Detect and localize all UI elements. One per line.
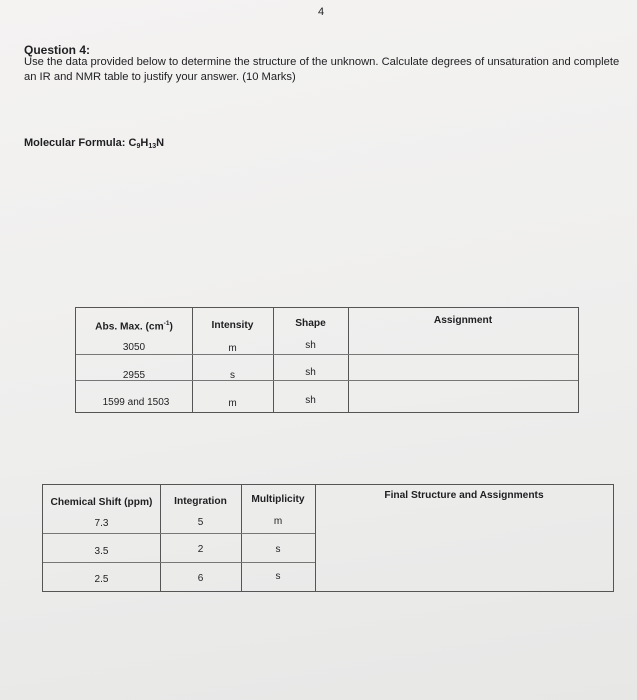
ir-row3-shape: sh bbox=[305, 395, 316, 406]
ir-row2-intensity: s bbox=[230, 370, 235, 381]
page-number: 4 bbox=[318, 6, 325, 18]
formula-element-n: N bbox=[156, 137, 165, 149]
nmr-row3-integration: 6 bbox=[197, 573, 204, 584]
molecular-formula bbox=[24, 137, 164, 150]
nmr-row3-multiplicity: s bbox=[275, 571, 281, 582]
ir-row2-abs: 2955 bbox=[122, 370, 146, 381]
nmr-row1-integration: 5 bbox=[197, 517, 204, 528]
ir-table bbox=[75, 307, 579, 413]
ir-header-abs-max-pre: Abs. Max. (cm bbox=[95, 321, 164, 333]
formula-element-h: H bbox=[140, 137, 149, 149]
ir-row2-shape: sh bbox=[305, 367, 316, 378]
ir-header-assignment: Assignment bbox=[433, 315, 493, 326]
nmr-header-integration: Integration bbox=[174, 496, 227, 507]
nmr-row3-shift: 2.5 bbox=[94, 574, 109, 585]
nmr-row2-multiplicity: s bbox=[275, 544, 281, 555]
nmr-header-shift: Chemical Shift (ppm) bbox=[50, 497, 153, 508]
question-title: Question 4: bbox=[24, 43, 91, 57]
ir-header-shape: Shape bbox=[295, 318, 326, 329]
nmr-row2-integration: 2 bbox=[197, 544, 204, 555]
nmr-header-multiplicity: Multiplicity bbox=[251, 494, 305, 505]
nmr-row1-multiplicity: m bbox=[273, 516, 283, 527]
nmr-header-final: Final Structure and Assignments bbox=[384, 490, 544, 501]
ir-header-abs-max-sup: -1 bbox=[163, 320, 170, 327]
formula-c-count: 9 bbox=[136, 143, 141, 150]
ir-row3-intensity: m bbox=[228, 398, 237, 409]
question-text: Use the data provided below to determine the structure of the unknown. Calculate degrees of unsaturation and complete an IR and NMR table to justify your answer. (10 Marks) bbox=[24, 56, 620, 83]
ir-row1-abs: 3050 bbox=[122, 342, 146, 353]
ir-header-intensity: Intensity bbox=[211, 320, 254, 331]
nmr-row2-shift: 3.5 bbox=[94, 546, 109, 557]
ir-row1-shape: sh bbox=[305, 340, 316, 351]
ir-row3-abs: 1599 and 1503 bbox=[102, 397, 170, 408]
ir-row1-intensity: m bbox=[228, 343, 237, 354]
nmr-table bbox=[42, 484, 614, 592]
ir-header-abs-max bbox=[76, 320, 192, 332]
ir-header-abs-max-post: ) bbox=[169, 321, 173, 333]
formula-h-count: 13 bbox=[148, 143, 157, 150]
formula-element-c: C bbox=[128, 137, 137, 149]
formula-label: Molecular Formula: bbox=[24, 137, 126, 149]
nmr-row1-shift: 7.3 bbox=[94, 518, 109, 529]
